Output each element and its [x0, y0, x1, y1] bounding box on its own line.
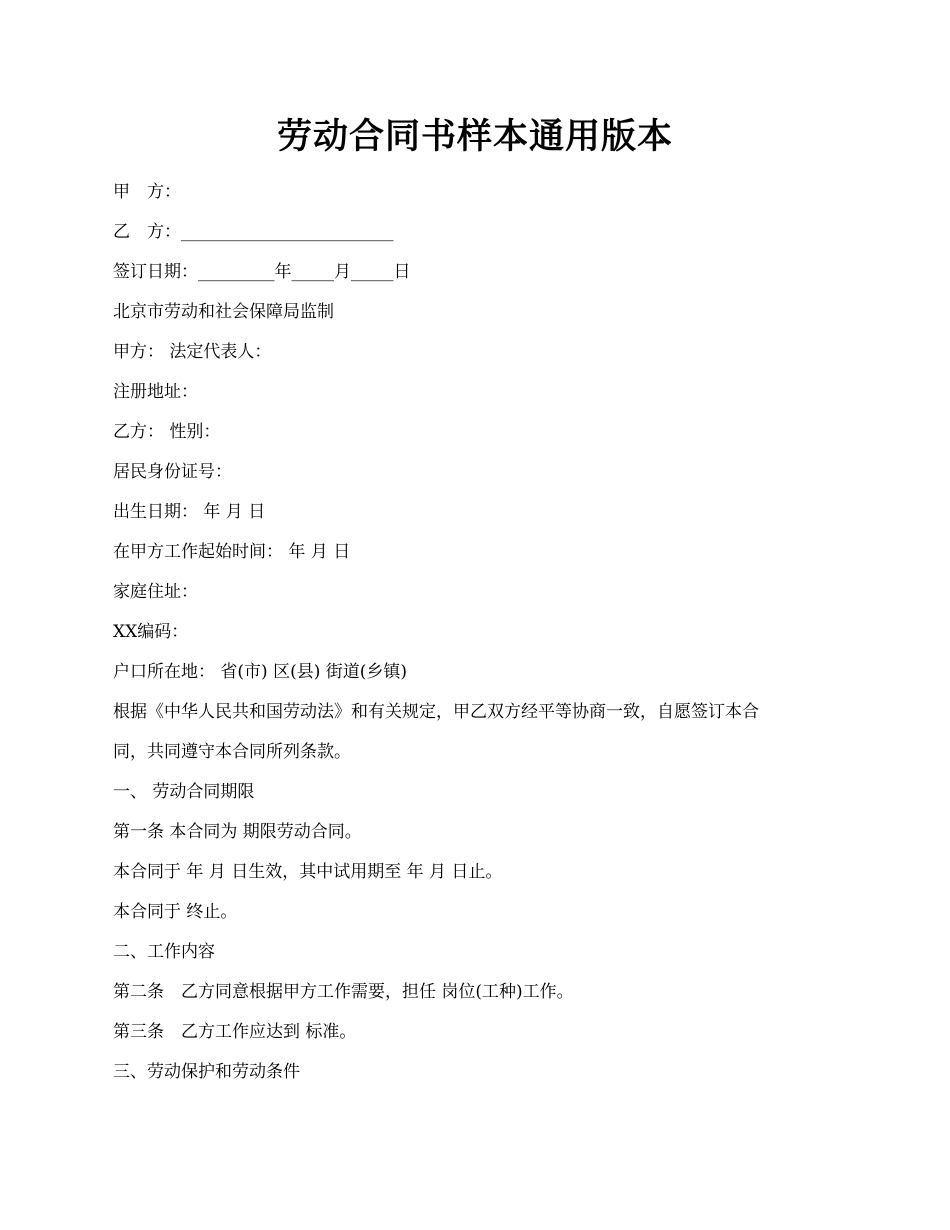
preamble-line-2: 同，共同遵守本合同所列条款。 — [113, 742, 351, 762]
registered-address-line: 注册地址： — [113, 382, 198, 402]
party-b-gender-line: 乙方： 性别： — [113, 422, 221, 442]
section-heading-labor-protection: 三、劳动保护和劳动条件 — [113, 1062, 300, 1082]
party-a-representative-line: 甲方： 法定代表人： — [113, 342, 272, 362]
household-registration-line: 户口所在地： 省(市) 区(县) 街道(乡镇) — [113, 662, 408, 682]
postal-code-line: XX编码： — [113, 622, 189, 642]
effective-date-line: 本合同于 年 月 日生效，其中试用期至 年 月 日止。 — [113, 862, 503, 882]
termination-line: 本合同于 终止。 — [113, 902, 238, 922]
party-a-line: 甲 方： — [113, 182, 181, 202]
article-1-line: 第一条 本合同为 期限劳动合同。 — [113, 822, 362, 842]
article-2-line: 第二条 乙方同意根据甲方工作需要，担任 岗位(工种)工作。 — [113, 982, 574, 1002]
supervisor-line: 北京市劳动和社会保障局监制 — [113, 302, 334, 322]
article-3-line: 第三条 乙方工作应达到 标准。 — [113, 1022, 357, 1042]
party-b-line: 乙 方：_________________________ — [113, 222, 394, 242]
preamble-line-1: 根据《中华人民共和国劳动法》和有关规定，甲乙双方经平等协商一致，自愿签订本合 — [113, 702, 759, 722]
section-heading-term: 一、 劳动合同期限 — [113, 782, 255, 802]
id-number-line: 居民身份证号： — [113, 462, 232, 482]
section-heading-work-content: 二、工作内容 — [113, 942, 215, 962]
birth-date-line: 出生日期： 年 月 日 — [113, 502, 266, 522]
signing-date-line: 签订日期：_________年_____月_____日 — [113, 262, 411, 282]
document-title: 劳动合同书样本通用版本 — [276, 116, 673, 157]
home-address-line: 家庭住址： — [113, 582, 198, 602]
employment-start-line: 在甲方工作起始时间： 年 月 日 — [113, 542, 351, 562]
document-body — [113, 172, 843, 1092]
